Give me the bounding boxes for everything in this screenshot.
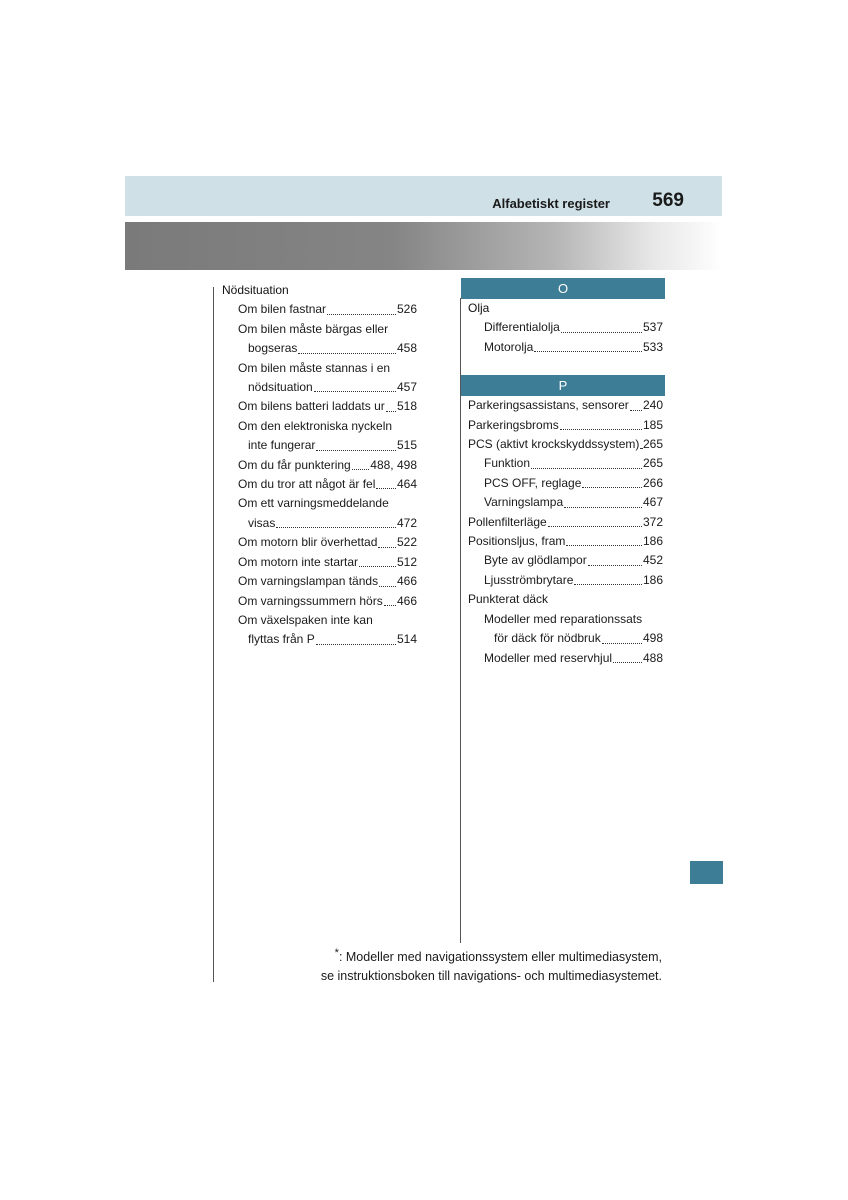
index-entry: Om varningslampan tänds 466 bbox=[238, 574, 417, 589]
index-entry: Om bilen måste bärgas eller bbox=[238, 321, 389, 336]
footnote-line-1: : Modeller med navigationssystem eller multimediasystem, bbox=[338, 950, 662, 965]
index-entry: Parkeringsassistans, sensorer 240 bbox=[468, 398, 663, 413]
index-entry: nödsituation 457 bbox=[248, 380, 417, 395]
index-entry: Om du tror att något är fel 464 bbox=[238, 477, 417, 492]
index-entry: Om växelspaken inte kan bbox=[238, 612, 373, 627]
index-entry: Parkeringsbroms 185 bbox=[468, 417, 663, 432]
header-band bbox=[125, 176, 722, 216]
index-heading: Olja bbox=[468, 301, 490, 315]
index-entry: Om bilen måste stannas i en bbox=[238, 360, 391, 375]
index-entry: Om bilen fastnar 526 bbox=[238, 302, 417, 317]
index-entry: Positionsljus, fram 186 bbox=[468, 534, 663, 549]
index-entry: Om du får punktering 488, 498 bbox=[238, 457, 417, 472]
index-entry: Om varningssummern hörs 466 bbox=[238, 593, 417, 608]
index-heading: Nödsituation bbox=[222, 283, 289, 297]
letter-header-p: P bbox=[461, 375, 665, 396]
left-rule bbox=[213, 287, 214, 982]
index-entry: visas 472 bbox=[248, 515, 417, 530]
footnote-marker: * bbox=[334, 947, 339, 959]
index-entry: bogseras 458 bbox=[248, 341, 417, 356]
index-entry: Om den elektroniska nyckeln bbox=[238, 418, 393, 433]
index-entry: Ljusströmbrytare 186 bbox=[484, 572, 663, 587]
index-entry: PCS OFF, reglage 266 bbox=[484, 475, 663, 490]
index-entry: Varningslampa 467 bbox=[484, 495, 663, 510]
index-entry: Om motorn blir överhettad 522 bbox=[238, 535, 417, 550]
index-entry: Byte av glödlampor 452 bbox=[484, 553, 663, 568]
index-entry: PCS (aktivt krockskyddssystem) 265 bbox=[468, 437, 663, 452]
index-entry: Modeller med reservhjul 488 bbox=[484, 650, 663, 665]
index-entry: för däck för nödbruk 498 bbox=[494, 631, 663, 646]
index-entry: Om motorn inte startar 512 bbox=[238, 554, 417, 569]
right-column bbox=[468, 278, 663, 668]
letter-header-o: O bbox=[461, 278, 665, 299]
index-entry: Punkterat däck bbox=[468, 592, 549, 607]
index-entry: Pollenfilterläge 372 bbox=[468, 514, 663, 529]
index-entry: Om ett varningsmeddelande bbox=[238, 496, 389, 511]
chapter-band bbox=[125, 222, 722, 270]
index-entry: Differentialolja 537 bbox=[484, 320, 663, 335]
footnote bbox=[300, 944, 662, 986]
left-column bbox=[222, 281, 417, 650]
index-entry: flyttas från P 514 bbox=[248, 632, 417, 647]
chapter-tab bbox=[690, 861, 723, 884]
index-entry: Om bilens batteri laddats ur 518 bbox=[238, 399, 417, 414]
index-entry: Motorolja 533 bbox=[484, 339, 663, 354]
index-entry: inte fungerar 515 bbox=[248, 438, 417, 453]
page-number: 569 bbox=[652, 190, 684, 211]
index-entry: Funktion 265 bbox=[484, 456, 663, 471]
footnote-line-2: se instruktionsboken till navigations- och multimediasystemet. bbox=[320, 969, 662, 984]
section-title: Alfabetiskt register bbox=[492, 196, 610, 211]
index-entry: Modeller med reparationssats bbox=[484, 611, 643, 626]
